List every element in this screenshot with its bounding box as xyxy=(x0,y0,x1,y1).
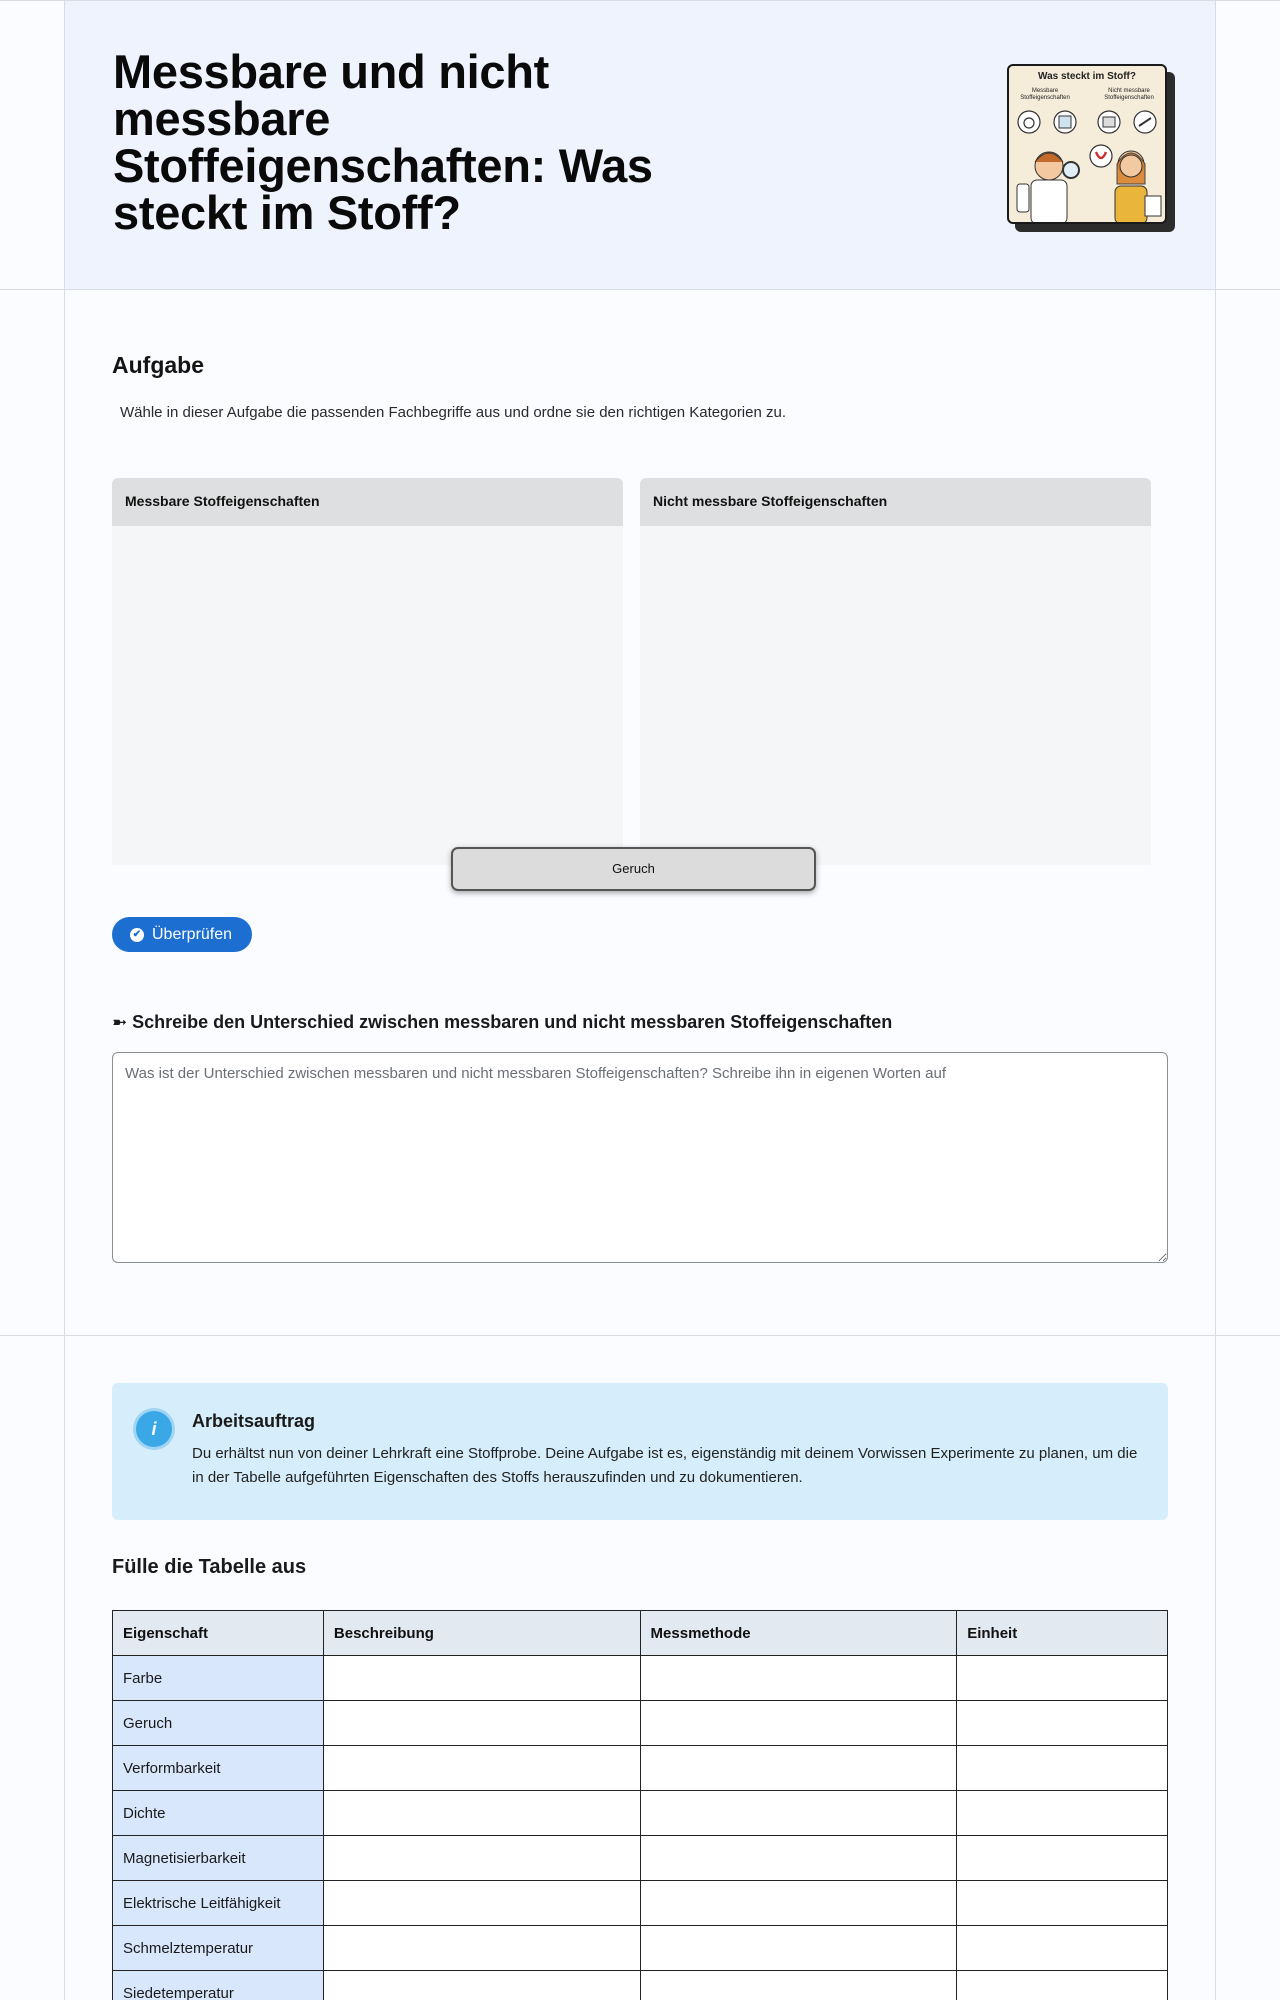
method-cell[interactable] xyxy=(640,1881,957,1926)
table-row xyxy=(113,1926,1168,1971)
method-cell[interactable] xyxy=(640,1926,957,1971)
description-cell[interactable] xyxy=(323,1926,640,1971)
method-cell[interactable] xyxy=(640,1971,957,2000)
unit-cell[interactable] xyxy=(957,1746,1168,1791)
table-row xyxy=(113,1971,1168,2000)
check-button[interactable] xyxy=(112,917,252,952)
table-row xyxy=(113,1836,1168,1881)
check-button-label: Überprüfen xyxy=(152,925,233,943)
check-circle-icon: ✔ xyxy=(130,928,144,942)
dropzone-non-measurable-label: Nicht messbare Stoffeigenschaften xyxy=(640,478,1151,526)
property-name-cell: Farbe xyxy=(113,1656,324,1701)
unit-cell[interactable] xyxy=(957,1926,1168,1971)
task-heading: Aufgabe xyxy=(112,352,204,378)
assignment-box xyxy=(112,1383,1168,1520)
page-header xyxy=(65,0,1215,289)
property-name-cell: Elektrische Leitfähigkeit xyxy=(113,1881,324,1926)
assignment-title: Arbeitsauftrag xyxy=(192,1411,316,1431)
property-name-cell: Dichte xyxy=(113,1791,324,1836)
difference-answer-input[interactable] xyxy=(112,1052,1168,1263)
property-name-cell: Verformbarkeit xyxy=(113,1746,324,1791)
description-cell[interactable] xyxy=(323,1746,640,1791)
illustration-title: Was steckt im Stoff? xyxy=(1038,71,1136,82)
unit-cell[interactable] xyxy=(957,1971,1168,2000)
draggable-term-chip[interactable]: Geruch xyxy=(451,847,816,891)
unit-cell[interactable] xyxy=(957,1701,1168,1746)
table-row xyxy=(113,1746,1168,1791)
description-cell[interactable] xyxy=(323,1836,640,1881)
table-row xyxy=(113,1881,1168,1926)
column-header: Einheit xyxy=(957,1611,1168,1656)
description-cell[interactable] xyxy=(323,1791,640,1836)
frame-line-right xyxy=(1215,0,1216,2000)
properties-table xyxy=(112,1610,1168,2000)
header-top-line xyxy=(0,0,1280,1)
section-divider xyxy=(0,1335,1280,1336)
method-cell[interactable] xyxy=(640,1701,957,1746)
property-name-cell: Siedetemperatur xyxy=(113,1971,324,2000)
illustration-label-right: Nicht messbare Stoffeigenschaften xyxy=(1104,88,1154,101)
table-heading: Fülle die Tabelle aus xyxy=(112,1556,307,1578)
unit-cell[interactable] xyxy=(957,1881,1168,1926)
description-cell[interactable] xyxy=(323,1881,640,1926)
table-row xyxy=(113,1791,1168,1836)
column-header: Eigenschaft xyxy=(113,1611,324,1656)
illustration-drawing xyxy=(1009,66,1167,224)
column-header: Beschreibung xyxy=(323,1611,640,1656)
property-name-cell: Schmelztemperatur xyxy=(113,1926,324,1971)
dropzone-non-measurable[interactable] xyxy=(640,478,1151,865)
writing-heading: ➼ Schreibe den Unterschied zwischen messbaren und nicht messbaren Stoffeigenschaften xyxy=(112,1012,893,1032)
illustration-label-left: Messbare Stoffeigenschaften xyxy=(1020,88,1070,101)
header-illustration xyxy=(1007,64,1167,224)
method-cell[interactable] xyxy=(640,1746,957,1791)
info-icon: i xyxy=(136,1411,172,1447)
property-name-cell: Magnetisierbarkeit xyxy=(113,1836,324,1881)
unit-cell[interactable] xyxy=(957,1656,1168,1701)
table-row xyxy=(113,1656,1168,1701)
unit-cell[interactable] xyxy=(957,1791,1168,1836)
header-divider xyxy=(0,289,1280,290)
description-cell[interactable] xyxy=(323,1971,640,2000)
task-instruction: Wähle in dieser Aufgabe die passenden Fachbegriffe aus und ordne sie den richtigen Kategorien zu. xyxy=(120,404,787,421)
table-row xyxy=(113,1701,1168,1746)
method-cell[interactable] xyxy=(640,1656,957,1701)
method-cell[interactable] xyxy=(640,1836,957,1881)
assignment-text: Du erhältst nun von deiner Lehrkraft eine Stoffprobe. Deine Aufgabe ist es, eigenständig mit deinem Vorwissen Experimente zu planen, um die in der Tabelle aufgeführten Eigenschaften des Stoffs herauszufinden und zu dokumentieren. xyxy=(192,1445,1138,1486)
description-cell[interactable] xyxy=(323,1701,640,1746)
table-header-row xyxy=(113,1611,1168,1656)
unit-cell[interactable] xyxy=(957,1836,1168,1881)
dropzone-measurable-label: Messbare Stoffeigenschaften xyxy=(112,478,623,526)
property-name-cell: Geruch xyxy=(113,1701,324,1746)
dropzone-measurable[interactable] xyxy=(112,478,623,865)
page-title: Messbare und nicht messbare Stoffeigenschaften: Was steckt im Stoff? xyxy=(113,45,653,239)
frame-line-left xyxy=(64,0,65,2000)
column-header: Messmethode xyxy=(640,1611,957,1656)
description-cell[interactable] xyxy=(323,1656,640,1701)
method-cell[interactable] xyxy=(640,1791,957,1836)
